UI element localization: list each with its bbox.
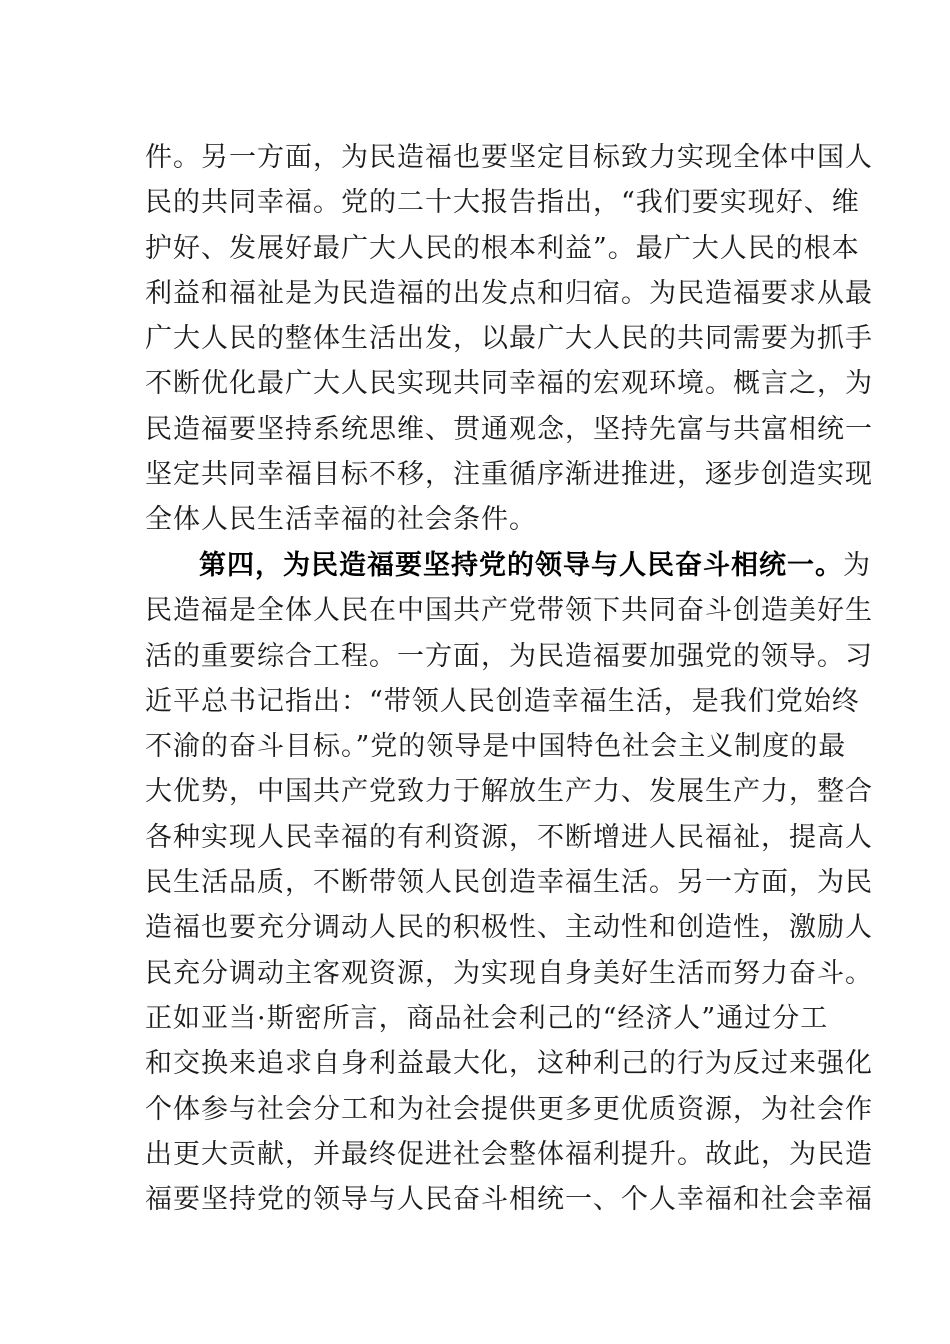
text-line: 护好、发展好最广大人民的根本利益”。最广大人民的根本 [145,232,860,264]
text-line: 大优势，中国共产党致力于解放生产力、发展生产力，整合 [145,776,873,808]
text-line: 民造福要坚持系统思维、贯通观念，坚持先富与共富相统一 [145,413,873,445]
text-line: 造福也要充分调动人民的积极性、主动性和创造性，激励人 [145,912,873,944]
text-line: 正如亚当·斯密所言，商品社会利己的“经济人”通过分工 [145,1002,829,1034]
text-line: 全体人民生活幸福的社会条件。 [145,504,537,536]
text-line: 近平总书记指出：“带领人民创造幸福生活，是我们党始终 [145,685,860,717]
text-line: 个体参与社会分工和为社会提供更多更优质资源，为社会作 [145,1093,873,1125]
text-line: 广大人民的整体生活出发，以最广大人民的共同需要为抓手 [145,323,873,355]
text-line: 出更大贡献，并最终促进社会整体福利提升。故此，为民造 [145,1138,873,1170]
paragraph-first-line [145,543,871,588]
text-line: 民的共同幸福。党的二十大报告指出，“我们要实现好、维 [145,187,860,219]
paragraph-fourth-point [145,543,873,1222]
text-line: 民充分调动主客观资源，为实现自身美好生活而努力奋斗。 [145,957,873,989]
text-line: 和交换来追求自身利益最大化，这种利己的行为反过来强化 [145,1048,873,1080]
text-line: 坚定共同幸福目标不移，注重循序渐进推进，逐步创造实现 [145,459,873,491]
text-line: 活的重要综合工程。一方面，为民造福要加强党的领导。习 [145,640,873,672]
text-line: 件。另一方面，为民造福也要坚定目标致力实现全体中国人 [145,142,873,173]
text-line: 不断优化最广大人民实现共同幸福的宏观环境。概言之，为 [145,368,873,400]
text-line: 民造福是全体人民在中国共产党带领下共同奋斗创造美好生 [145,595,873,627]
paragraph-continuation [145,135,873,543]
text-line: 利益和福祉是为民造福的出发点和归宿。为民造福要求从最 [145,277,873,309]
text-line: 福要坚持党的领导与人民奋斗相统一、个人幸福和社会幸福 [145,1184,873,1216]
text-line: 民生活品质，不断带领人民创造幸福生活。另一方面，为民 [145,867,873,899]
heading-trailing-text: 为 [843,550,871,581]
text-line: 不渝的奋斗目标。”党的领导是中国特色社会主义制度的最 [145,731,847,763]
paragraph-heading: 第四，为民造福要坚持党的领导与人民奋斗相统一。 [199,550,843,581]
text-line: 各种实现人民幸福的有利资源，不断增进人民福祉，提高人 [145,821,873,853]
